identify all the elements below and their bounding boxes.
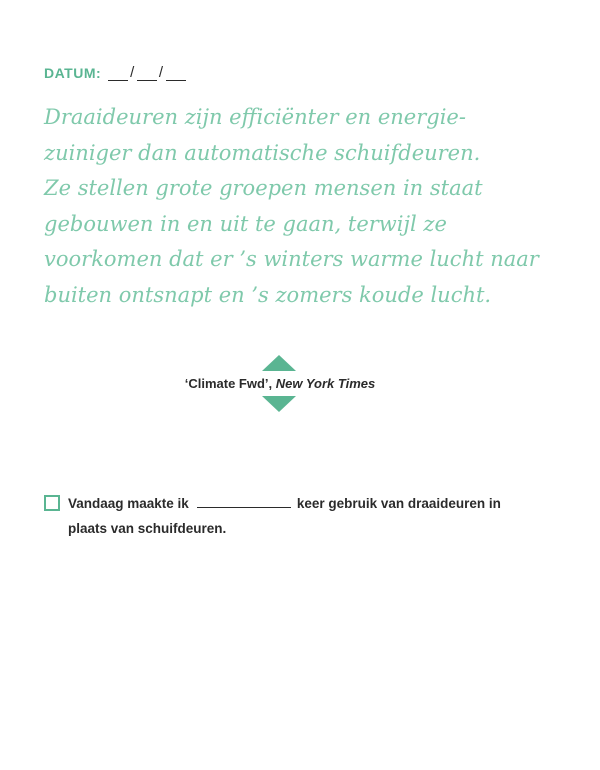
source-title: ‘Climate Fwd’, bbox=[184, 376, 273, 391]
date-field bbox=[44, 64, 187, 81]
quote-text bbox=[44, 100, 564, 313]
quote-line: gebouwen in en uit te gaan, terwijl ze bbox=[44, 211, 447, 236]
quote-line: Draaideuren zijn efficiënter en energie- bbox=[44, 105, 466, 129]
source-text bbox=[0, 376, 560, 391]
date-month-blank[interactable] bbox=[137, 66, 157, 81]
source-publication: New York Times bbox=[275, 376, 376, 391]
date-separator: / bbox=[158, 64, 164, 81]
source-attribution bbox=[0, 355, 600, 415]
task-text-line2: plaats van schuifdeuren. bbox=[68, 521, 227, 536]
date-label: DATUM: bbox=[44, 65, 102, 81]
task-checkbox[interactable] bbox=[44, 495, 60, 511]
date-separator: / bbox=[130, 64, 135, 81]
count-blank[interactable] bbox=[197, 493, 291, 508]
task-item bbox=[44, 491, 514, 541]
task-text-after: keer gebruik van draaideuren in bbox=[296, 496, 501, 511]
quote-line: zuiniger dan automatische schuifdeuren. bbox=[44, 140, 481, 165]
task-text bbox=[68, 491, 514, 541]
quote-line: buiten ontsnapt en ’s zomers koude lucht. bbox=[44, 282, 492, 307]
date-year-blank[interactable] bbox=[166, 66, 186, 81]
task-text-before: Vandaag maakte ik bbox=[68, 496, 189, 511]
date-day-blank[interactable] bbox=[108, 66, 128, 81]
triangle-down-icon bbox=[262, 396, 296, 412]
triangle-up-icon bbox=[262, 355, 296, 371]
quote-line: voorkomen dat er ’s winters warme lucht naar bbox=[44, 247, 539, 271]
quote-line: Ze stellen grote groepen mensen in staat bbox=[44, 176, 483, 200]
